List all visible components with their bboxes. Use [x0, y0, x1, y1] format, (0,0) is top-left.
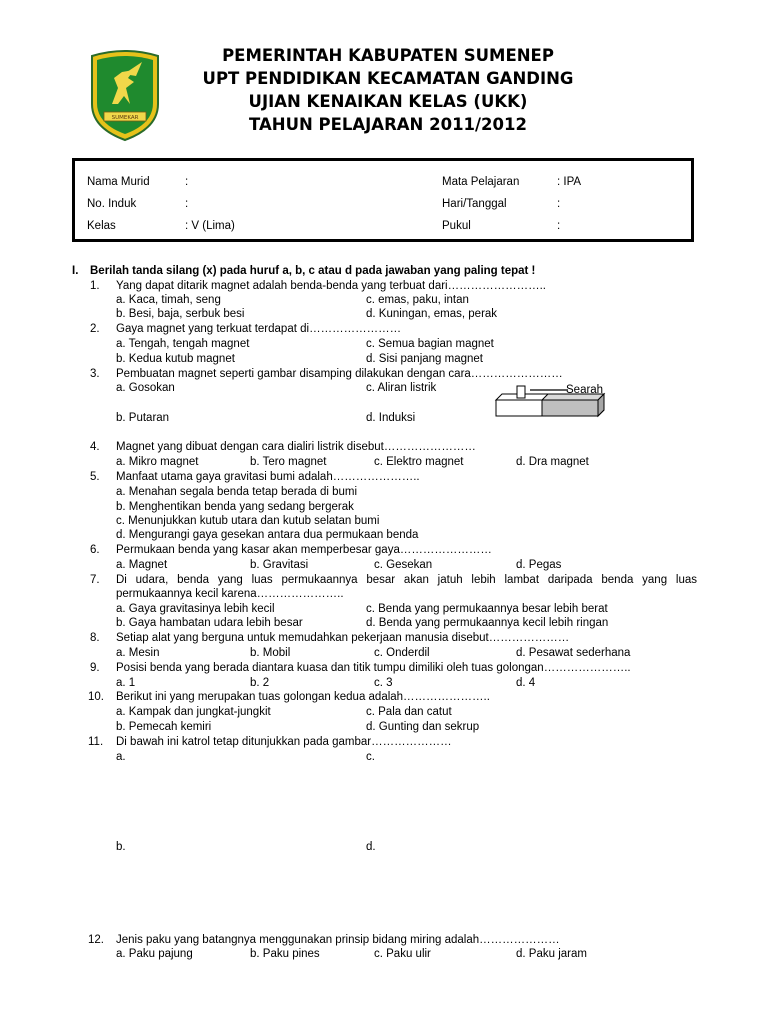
option-a[interactable]: a. Paku pajung — [116, 948, 193, 960]
question-number: 8. — [90, 632, 100, 644]
question-number: 1. — [90, 280, 100, 292]
option-c[interactable]: c. Paku ulir — [374, 948, 431, 960]
class-label: Kelas — [87, 220, 116, 232]
figure-label: Searah — [566, 384, 604, 396]
date-label: Hari/Tanggal — [442, 198, 507, 210]
student-identity-box — [72, 158, 694, 242]
document-header — [160, 44, 616, 136]
question-text-continued: permukaannya kecil karena………………….. — [116, 588, 344, 600]
option-d[interactable]: d. Dra magnet — [516, 456, 589, 468]
option-a[interactable]: a. Mikro magnet — [116, 456, 199, 468]
question-text: Di bawah ini katrol tetap ditunjukkan pada gambar………………… — [116, 736, 452, 748]
option-b[interactable]: b. Kedua kutub magnet — [116, 353, 235, 365]
option-c[interactable]: c. Benda yang permukaannya besar lebih berat — [366, 603, 608, 615]
option-c[interactable]: c. emas, paku, intan — [366, 294, 469, 306]
sumenep-logo — [88, 48, 162, 142]
question-text: Berikut ini yang merupakan tuas golongan kedua adalah………………….. — [116, 691, 490, 703]
question-text: Gaya magnet yang terkuat terdapat di…………………… — [116, 323, 402, 335]
option-b[interactable]: b. Mobil — [250, 647, 291, 659]
question-number: 4. — [90, 441, 100, 453]
option-d[interactable]: d. Paku jaram — [516, 948, 587, 960]
header-line-1: PEMERINTAH KABUPATEN SUMENEP — [222, 46, 554, 65]
option-b[interactable]: b. Gravitasi — [250, 559, 309, 571]
question-text: Posisi benda yang berada diantara kuasa dan titik tumpu dimiliki oleh tuas golongan………………….. — [116, 662, 631, 674]
option-d[interactable]: d. Induksi — [366, 412, 416, 424]
option-a[interactable]: a. Kaca, timah, seng — [116, 294, 221, 306]
question-text: Pembuatan magnet seperti gambar disamping dilakukan dengan cara…………………… — [116, 368, 563, 380]
option-c[interactable]: c. Onderdil — [374, 647, 430, 659]
option-b[interactable]: b. Besi, baja, serbuk besi — [116, 308, 245, 320]
option-a[interactable]: a. Menahan segala benda tetap berada di bumi — [116, 486, 358, 498]
question-number: 7. — [90, 574, 100, 586]
date-field[interactable]: : — [557, 198, 561, 210]
option-d[interactable]: d. Kuningan, emas, perak — [366, 308, 498, 320]
option-c[interactable]: c. — [366, 751, 375, 763]
question-number: 3. — [90, 368, 100, 380]
question-number: 6. — [90, 544, 100, 556]
option-d[interactable]: d. Mengurangi gaya gesekan antara dua permukaan benda — [116, 529, 419, 541]
option-c[interactable]: c. Semua bagian magnet — [366, 338, 494, 350]
time-field[interactable]: : — [557, 220, 561, 232]
option-a[interactable]: a. Mesin — [116, 647, 160, 659]
student-number-field[interactable]: : — [185, 198, 189, 210]
option-c[interactable]: c. 3 — [374, 677, 393, 689]
student-number-label: No. Induk — [87, 198, 137, 210]
question-number: 5. — [90, 471, 100, 483]
option-d[interactable]: d. Sisi panjang magnet — [366, 353, 483, 365]
option-a[interactable]: a. — [116, 751, 126, 763]
question-number: 11. — [88, 736, 104, 748]
question-text: Magnet yang dibuat dengan cara dialiri listrik disebut…………………… — [116, 441, 476, 453]
option-a[interactable]: a. 1 — [116, 677, 136, 689]
question-number: 12. — [88, 934, 104, 946]
option-b[interactable]: b. Tero magnet — [250, 456, 327, 468]
option-b[interactable]: b. 2 — [250, 677, 270, 689]
option-b[interactable]: b. — [116, 841, 126, 853]
option-b[interactable]: b. Putaran — [116, 412, 170, 424]
option-c[interactable]: c. Menunjukkan kutub utara dan kutub selatan bumi — [116, 515, 380, 527]
svg-text:SUMEKAR: SUMEKAR — [111, 115, 139, 121]
section-number: I. — [72, 265, 79, 277]
option-c[interactable]: c. Elektro magnet — [374, 456, 464, 468]
question-text: Setiap alat yang berguna untuk memudahkan pekerjaan manusia disebut………………… — [116, 632, 570, 644]
option-a[interactable]: a. Kampak dan jungkat-jungkit — [116, 706, 271, 718]
question-text: Manfaat utama gaya gravitasi bumi adalah………………….. — [116, 471, 420, 483]
option-a[interactable]: a. Tengah, tengah magnet — [116, 338, 250, 350]
option-c[interactable]: c. Gesekan — [374, 559, 433, 571]
question-number: 9. — [90, 662, 100, 674]
option-d[interactable]: d. Pegas — [516, 559, 562, 571]
option-d[interactable]: d. Gunting dan sekrup — [366, 721, 480, 733]
subject-field[interactable]: : IPA — [557, 176, 582, 188]
option-d[interactable]: d. 4 — [516, 677, 536, 689]
time-label: Pukul — [442, 220, 471, 232]
option-a[interactable]: a. Gaya gravitasinya lebih kecil — [116, 603, 275, 615]
question-number: 2. — [90, 323, 100, 335]
subject-label: Mata Pelajaran — [442, 176, 520, 188]
header-line-3: UJIAN KENAIKAN KELAS (UKK) — [248, 92, 528, 111]
name-field[interactable]: : — [185, 176, 189, 188]
option-b[interactable]: b. Gaya hambatan udara lebih besar — [116, 617, 303, 629]
option-b[interactable]: b. Paku pines — [250, 948, 320, 960]
question-text: Yang dapat ditarik magnet adalah benda-benda yang terbuat dari…………………….. — [116, 280, 547, 292]
option-b[interactable]: b. Menghentikan benda yang sedang bergerak — [116, 501, 354, 513]
header-line-2: UPT PENDIDIKAN KECAMATAN GANDING — [202, 69, 574, 88]
option-a[interactable]: a. Magnet — [116, 559, 168, 571]
question-text: Di udara, benda yang luas permukaannya besar akan jatuh lebih lambat daripada benda yang luas — [116, 574, 697, 586]
question-number: 10. — [88, 691, 104, 703]
question-text: Permukaan benda yang kasar akan memperbesar gaya…………………… — [116, 544, 492, 556]
header-line-4: TAHUN PELAJARAN 2011/2012 — [249, 115, 527, 134]
instruction-text: Berilah tanda silang (x) pada huruf a, b, c atau d pada jawaban yang paling tepat ! — [90, 265, 536, 277]
option-b[interactable]: b. Pemecah kemiri — [116, 721, 212, 733]
option-a[interactable]: a. Gosokan — [116, 382, 175, 394]
name-label: Nama Murid — [87, 176, 150, 188]
option-d[interactable]: d. Benda yang permukaannya kecil lebih ringan — [366, 617, 609, 629]
option-c[interactable]: c. Pala dan catut — [366, 706, 452, 718]
option-d[interactable]: d. Pesawat sederhana — [516, 647, 631, 659]
question-text: Jenis paku yang batangnya menggunakan prinsip bidang miring adalah………………… — [116, 934, 560, 946]
option-c[interactable]: c. Aliran listrik — [366, 382, 437, 394]
class-field[interactable]: : V (Lima) — [185, 220, 235, 232]
option-d[interactable]: d. — [366, 841, 376, 853]
